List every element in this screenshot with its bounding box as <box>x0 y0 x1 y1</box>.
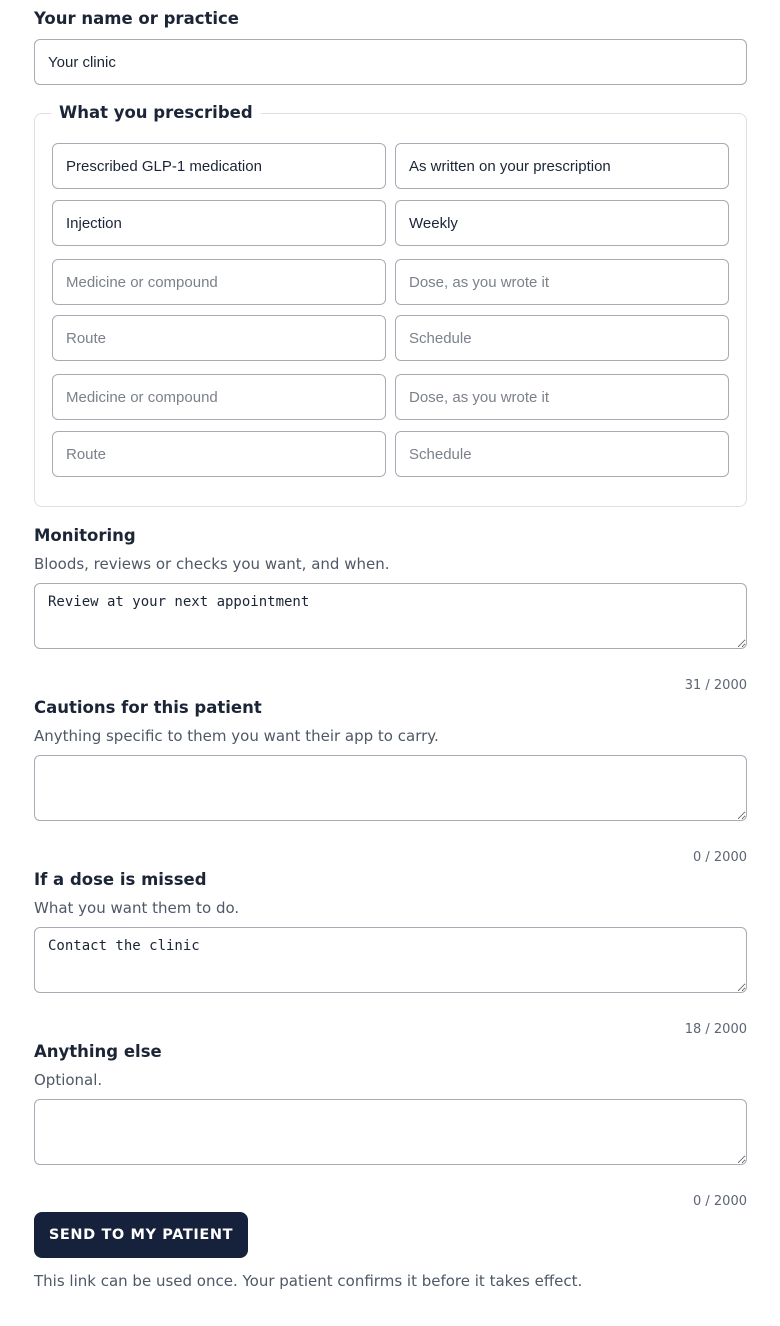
schedule-input-3[interactable] <box>395 431 729 477</box>
cautions-hint: Anything specific to them you want their app to carry. <box>34 727 439 745</box>
practice-label: Your name or practice <box>34 9 240 28</box>
prescribed-legend: What you prescribed <box>51 102 261 124</box>
schedule-input-2[interactable] <box>395 315 729 361</box>
route-input-1[interactable] <box>52 200 386 246</box>
monitoring-label: Monitoring <box>34 526 136 545</box>
dose-input-1[interactable] <box>395 143 729 189</box>
cautions-label: Cautions for this patient <box>34 698 262 717</box>
missed-dose-textarea[interactable] <box>34 927 747 993</box>
missed-dose-label: If a dose is missed <box>34 870 207 889</box>
send-to-patient-button[interactable]: SEND TO MY PATIENT <box>34 1212 248 1258</box>
cautions-textarea[interactable] <box>34 755 747 821</box>
medicine-input-3[interactable] <box>52 374 386 420</box>
anything-else-label: Anything else <box>34 1042 162 1061</box>
cautions-counter: 0 / 2000 <box>693 850 747 865</box>
anything-else-counter: 0 / 2000 <box>693 1194 747 1209</box>
medicine-input-1[interactable] <box>52 143 386 189</box>
schedule-input-1[interactable] <box>395 200 729 246</box>
missed-dose-counter: 18 / 2000 <box>684 1022 747 1037</box>
monitoring-textarea[interactable] <box>34 583 747 649</box>
monitoring-counter: 31 / 2000 <box>684 678 747 693</box>
missed-dose-hint: What you want them to do. <box>34 899 240 917</box>
dose-input-2[interactable] <box>395 259 729 305</box>
route-input-2[interactable] <box>52 315 386 361</box>
practice-input[interactable] <box>34 39 747 85</box>
dose-input-3[interactable] <box>395 374 729 420</box>
medicine-input-2[interactable] <box>52 259 386 305</box>
anything-else-textarea[interactable] <box>34 1099 747 1165</box>
anything-else-hint: Optional. <box>34 1071 103 1089</box>
submit-note: This link can be used once. Your patient confirms it before it takes effect. <box>34 1272 583 1290</box>
route-input-3[interactable] <box>52 431 386 477</box>
monitoring-hint: Bloods, reviews or checks you want, and when. <box>34 555 390 573</box>
